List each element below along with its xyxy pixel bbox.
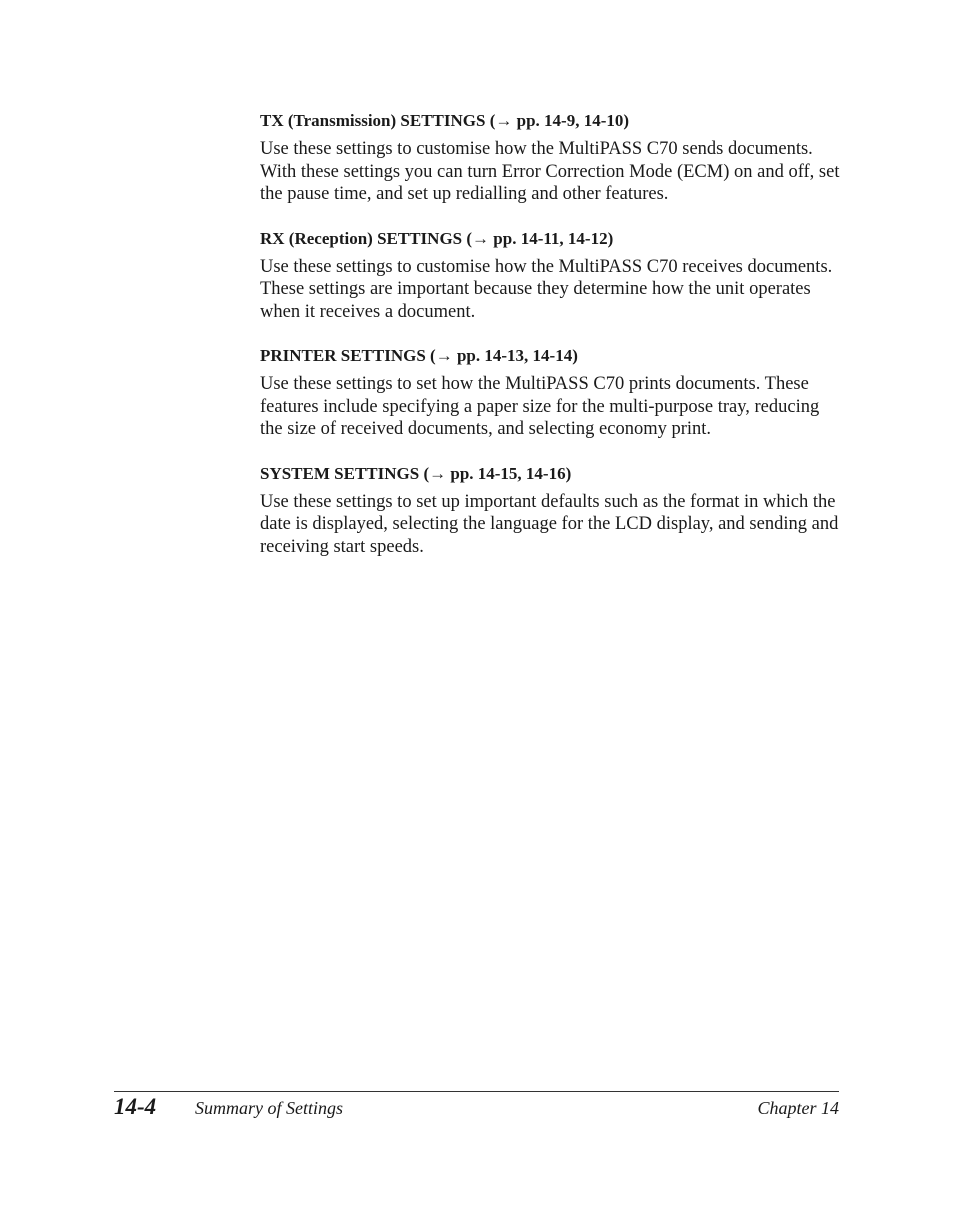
section-heading: TX (Transmission) SETTINGS (→ pp. 14-9, 14-10) [260,111,630,130]
section-body: Use these settings to set how the MultiPASS C70 prints documents. These features include specifying a paper size for the multi-purpose tray, reducing the size of received documents, and selecting economy print. [260,374,820,439]
section-heading: RX (Reception) SETTINGS (→ pp. 14-11, 14-12) [260,228,614,248]
section-system-settings [260,463,845,559]
section-body: Use these settings to customise how the MultiPASS C70 sends documents. With these settings you can turn Error Correction Mode (ECM) on and off, set the pause time, and set up redialling and other features. [260,139,840,204]
footer-section-title: Summary of Settings [195,1098,343,1118]
page-content [260,110,845,580]
section-rx-settings [260,228,845,324]
section-heading: PRINTER SETTINGS (→ pp. 14-13, 14-14) [260,346,578,365]
footer-page-number: 14-4 [114,1094,157,1119]
section-tx-settings [260,110,845,206]
footer-chapter: Chapter 14 [757,1098,839,1118]
section-body: Use these settings to set up important defaults such as the format in which the date is displayed, selecting the language for the LCD display, and sending and receiving start speeds. [260,491,839,557]
section-printer-settings [260,345,845,441]
section-body: Use these settings to customise how the MultiPASS C70 receives documents. These settings are important because they determine how the unit operates when it receives a document. [260,256,833,322]
section-heading: SYSTEM SETTINGS (→ pp. 14-15, 14-16) [260,463,572,483]
footer-divider [114,1091,839,1092]
